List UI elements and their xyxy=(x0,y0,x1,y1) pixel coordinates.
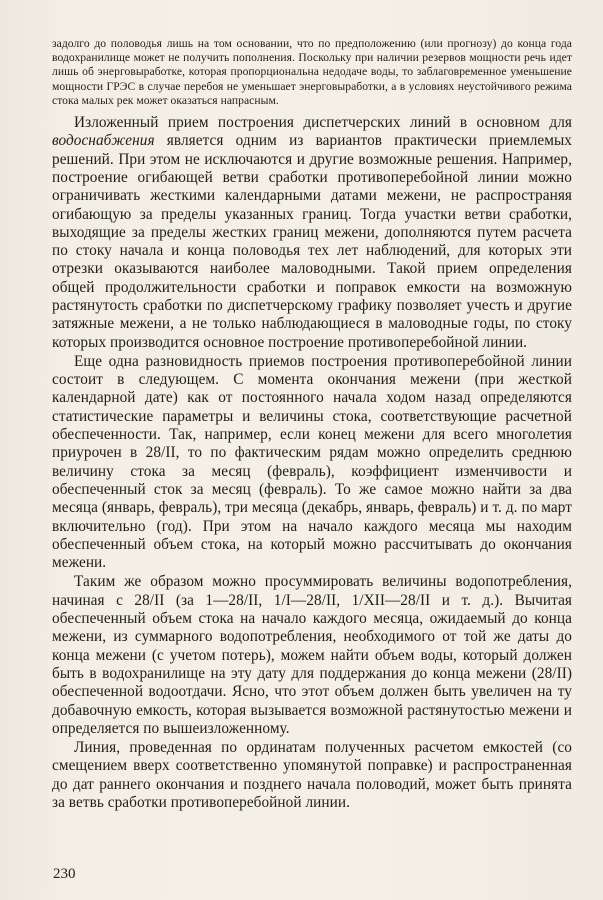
paragraph-2: Еще одна разновидность приемов построения противоперебойной линии состоит в следующем. С момента окончания межени (при жесткой календарной дате) как от постоянного начала ходом назад определяются статистические параметры и величины стока, соответствующие расчетной обеспеченности. Так, например, если конец межени для всего многолетия приурочен в 28/II, то по фактическим рядам можно определить среднюю величину стока за месяц (февраль), коэффициент изменчивости и обеспеченный сток за месяц (февраль). То же самое можно найти за два месяца (январь, февраль), три месяца (декабрь, январь, февраль) и т. д. по март включительно (год). При этом на начало каждого месяца мы находим обеспеченный объем стока, на который можно рассчитывать до окончания межени. xyxy=(52,352,572,572)
page-number: 230 xyxy=(53,866,76,882)
paragraph-1-emphasis: водоснабжения xyxy=(52,132,155,150)
footnote-text: задолго до половодья лишь на том основании, что по предположению (или прогнозу) до конца года водохранилище может не получить пополнения. Поскольку при наличии резервов мощности речь идет лишь об энерговыработке, которая пропорциональна недодаче воды, то заблаговременное уменьшение мощности ГРЭС в случае перебоя не уменьшает энерговыработки, а в условиях неустойчивого режима стока малых рек может оказаться напрасным. xyxy=(52,37,572,107)
paragraph-1 xyxy=(52,114,572,352)
paragraph-4: Линия, проведенная по ординатам полученных расчетом емкостей (со смещением вверх соответственно упомянутой поправке) и распространенная до дат раннего окончания и позднего начала половодий, может быть принята за ветвь сработки противоперебойной линии. xyxy=(52,739,572,811)
paragraph-1-text-start: Изложенный прием построения диспетчерских линий в основном для xyxy=(74,114,572,132)
paragraph-1-text-end: является одним из вариантов практически приемлемых решений. При этом не исключаются и другие возможные решения. Например, построение огибающей ветви сработки противоперебойной линии можно ограничивать жесткими календарными датами межени, не распространяя огибающую за пределы указанных границ. Тогда участки ветви сработки, выходящие за пределы жестких границ межени, дополняются путем расчета по стоку начала и конца половодья тех лет наблюдений, для которых эти отрезки оказываются наиболее маловодными. Такой прием определения общей продолжительности сработки и поправок емкости на возможную растянутость сработки по диспетчерскому графику позволяет учесть и другие затяжные межени, а не только наблюдающиеся в маловодные годы, по стоку которых производится основное построение противоперебойной линии. xyxy=(52,132,572,351)
book-page xyxy=(52,37,572,812)
paragraph-3: Таким же образом можно просуммировать величины водопотребления, начиная с 28/II (за 1—28/II, 1/I—28/II, 1/XII—28/II и т. д.). Вычитая обеспеченный объем стока на начало каждого месяца, ожидаемый до конца межени, из суммарного водопотребления, необходимого от той же даты до конца межени (с учетом потерь), можем найти объем воды, который должен быть в водохранилище на эту дату для поддержания до конца межени (28/II) обеспеченной водоотдачи. Ясно, что этот объем должен быть увеличен на ту добавочную емкость, которая вызывается возможной растянутостью межени и определяется по вышеизложенному. xyxy=(52,573,572,737)
